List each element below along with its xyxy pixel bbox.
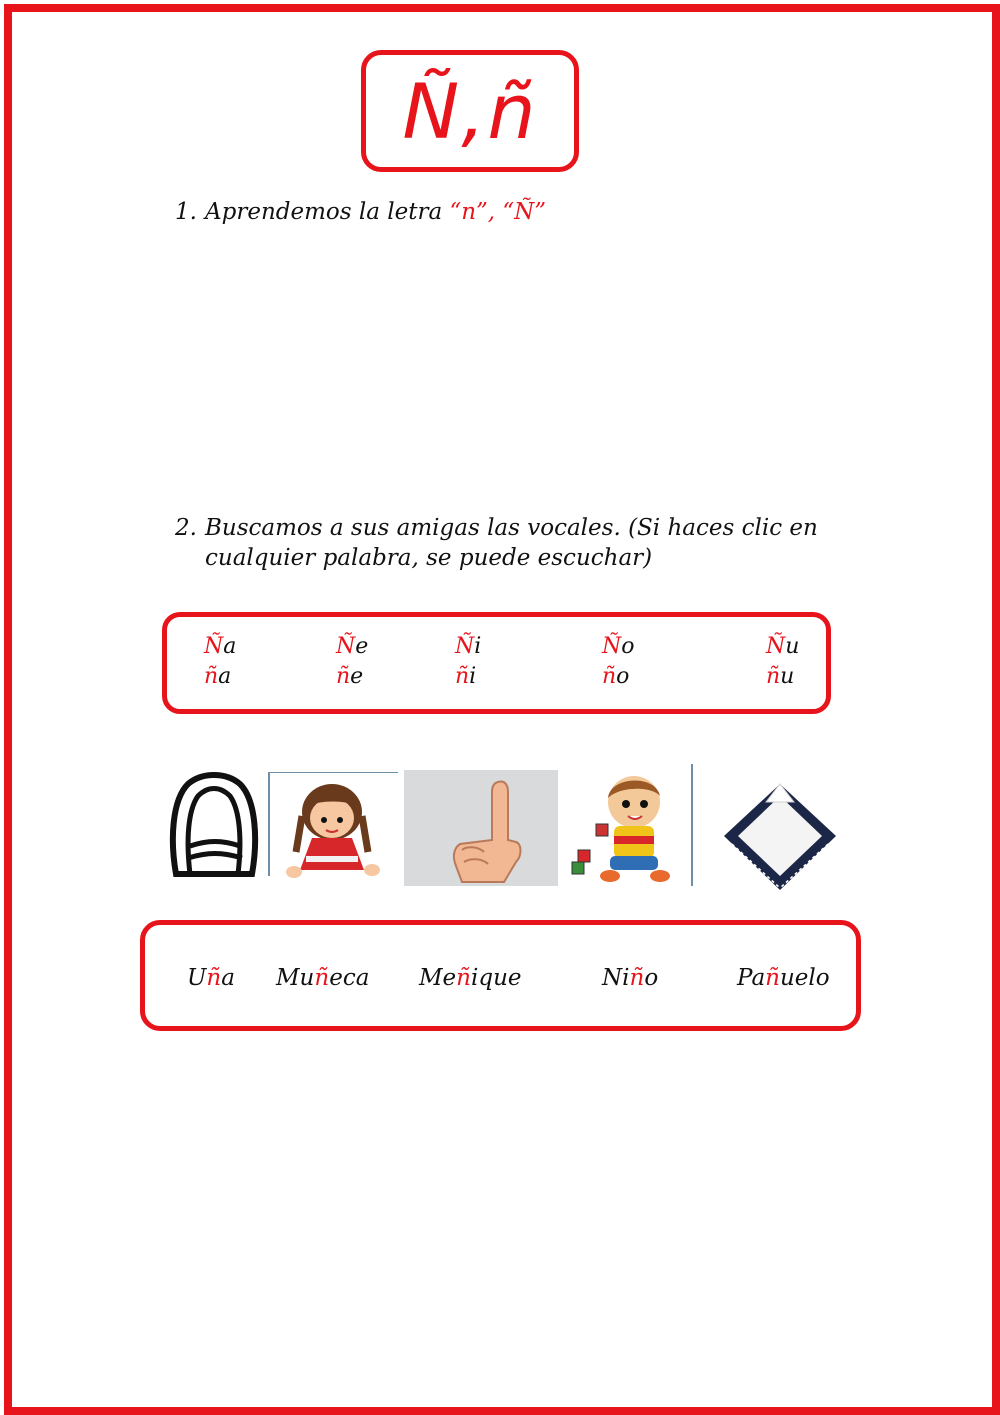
syllable[interactable]: ñe [336, 664, 364, 689]
syllable[interactable]: Ñi [455, 634, 482, 659]
word-panuelo[interactable]: Pañuelo [737, 965, 830, 991]
syllables-box [162, 612, 831, 714]
word-nino[interactable]: Niño [602, 965, 659, 991]
instruction-text: Aprendemos la letra [205, 199, 450, 225]
syllable[interactable]: Ñu [766, 634, 800, 659]
instruction-highlight: “n”, “Ñ” [449, 199, 547, 225]
word-menique[interactable]: Meñique [419, 965, 522, 991]
page-title: Ñ,ñ [361, 50, 579, 172]
syllable[interactable]: Ñe [336, 634, 369, 659]
instruction-text-line1: Buscamos a sus amigas las vocales. (Si haces clic en [205, 515, 818, 541]
syllable[interactable]: ña [204, 664, 232, 689]
handkerchief-icon[interactable] [718, 774, 842, 894]
syllable[interactable]: ñi [455, 664, 477, 689]
instruction-number: 1. [175, 199, 197, 225]
doll-icon[interactable] [268, 772, 398, 884]
syllable[interactable]: ñu [766, 664, 795, 689]
boy-icon[interactable] [564, 764, 696, 888]
instruction-number: 2. [175, 515, 197, 541]
syllable[interactable]: ño [602, 664, 630, 689]
instruction-2 [175, 513, 830, 573]
instruction-1 [175, 197, 825, 227]
fingernail-icon[interactable] [168, 770, 260, 880]
word-una[interactable]: Uña [187, 965, 235, 991]
pinky-finger-icon[interactable] [404, 770, 558, 886]
syllable[interactable]: Ño [602, 634, 635, 659]
instruction-text-line2: cualquier palabra, se puede escuchar) [205, 545, 653, 571]
syllable[interactable]: Ña [204, 634, 237, 659]
word-muneca[interactable]: Muñeca [276, 965, 370, 991]
